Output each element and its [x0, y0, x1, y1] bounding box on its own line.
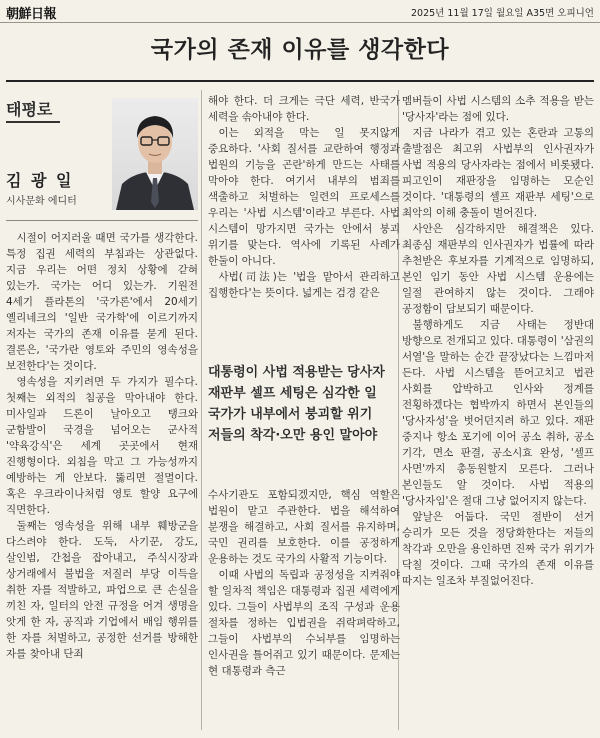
- photo-rule: [6, 220, 198, 221]
- headline-rule: [6, 80, 594, 82]
- article-column-3: [402, 93, 594, 735]
- masthead-bar: [0, 0, 600, 23]
- paragraph: 멤버들이 사법 시스템의 소추 적용을 받는 '당사자'라는 점에 있다.: [402, 95, 594, 123]
- paragraph: 시절이 어지러울 때면 국가를 생각한다. 특정 집권 세력의 부침과는 상관없다. 지금 우리는 어떤 정치 상황에 갇혀 있는가. 국가는 어디 있는가. 기원전 4세기 플라톤의 '국가론'에서 20세기 옐리네크의 '일반 국가학'에 이르기까지 저자는 국가의 존재 이유를 묻게 된다. 결론은, '국가란 영토와 주민의 영속성을 보전한다'는 것이다.: [6, 232, 198, 372]
- paragraph: 이는 외적을 막는 일 못지않게 중요하다. '사회 질서를 교란하여 행정과 법원의 기능을 곤란'하게 만드는 사태를 막아야 한다. 여기서 내부의 범죄를 색출하고 처벌하는 일련의 프로세스를 우리는 '사법 시스템'이라고 부른다. 사법 시스템이 망가지면 국가는 안에서 붕괴 위기를 맞는다. 역사에 기록된 사례가 한둘이 아니다.: [208, 127, 400, 267]
- author-name: 김 광 일: [6, 171, 74, 190]
- author-title: 시사문화 에디터: [6, 196, 77, 207]
- paragraph: 수사기관도 포함되겠지만, 핵심 역할은 법원이 맡고 주관한다. 법을 해석하여 분쟁을 해결하고, 사회 질서를 유지하며, 국민 권리를 보호한다. 이를 공정하게 운용하는 것도 국가의 사활적 기능이다.: [208, 489, 400, 565]
- dateline: 2025년 11월 17일 월요일 A35면 오피니언: [411, 8, 594, 19]
- pull-quote-line: 저들의 착각·오만 용인 말아야: [208, 428, 378, 443]
- headline: 국가의 존재 이유를 생각한다: [150, 37, 450, 63]
- author-portrait-icon: [112, 98, 198, 210]
- author-photo: [112, 98, 198, 210]
- article-column-1: [6, 230, 198, 735]
- paragraph: 사법(司法)는 '법을 맡아서 관리하고 집행한다'는 뜻이다. 넓게는 검경 같은: [208, 271, 400, 299]
- paragraph: 영속성을 지키려면 두 가지가 필수다. 첫째는 외적의 침공을 막아내야 한다. 미사일과 드론이 날아오고 탱크와 군함발이 국경을 넘어오는 군사적 '약육강식'은 세계 곳곳에서 현재 진행형이다. 외침을 막고 그 가능성까지 예방하는 게 안보다. 뚫리면 절멸이다. 혹은 우크라이나처럼 영토 할양 요구에 직면한다.: [6, 376, 198, 516]
- column-name-underline: [6, 121, 60, 123]
- pull-quote: [208, 362, 400, 446]
- paragraph: 둘째는 영속성을 위해 내부 훼방군을 다스려야 한다. 도둑, 사기꾼, 강도, 살인범, 간첩을 잡아내고, 주식시장과 상거래에서 불법을 저질러 부당 이득을 취한 자를 적발하고, 파업으로 큰 손실을 끼친 자, 일터의 안전 규정을 어겨 생명을 앗게 한 자, 공직과 기업에서 배임 행위를 한 자를 처벌하고, 공정한 선거를 방해한 자를 찾아내 단죄: [6, 520, 198, 660]
- pull-quote-line: 국가가 내부에서 붕괴할 위기: [208, 407, 373, 422]
- paragraph: 이때 사법의 독립과 공정성을 지켜줘야 할 일차적 책임은 대통령과 집권 세력에게 있다. 그들이 사법부의 조직 구성과 운용 절차를 정하는 입법권을 쥐락펴락하고, 그들이 사법부의 수뇌부를 임명하는 인사권을 틀어쥐고 있기 때문이다. 문제는 현 대통령과 측근: [208, 569, 400, 677]
- pull-quote-line: 대통령이 사법 적용받는 당사자: [208, 365, 385, 380]
- paragraph: 사안은 심각하지만 해결책은 있다. 최종심 재판부의 인사권자가 법률에 따라 추천받은 후보자를 기계적으로 임명하되, 본인 임기 동안 사법 시스템 운용에는 일절 관여하지 않는 것이다. 그래야 공정함이 담보되기 때문이다.: [402, 223, 594, 315]
- paragraph: 불행하게도 지금 사태는 정반대 방향으로 전개되고 있다. 대통령이 '삼권의 서열'을 말하는 순간 끝장났다는 느낌마저 든다. 사법 시스템을 뜯어고치고 법관 사회를 압박하고 인사와 정계를 전횡하겠다는 협박까지 하면서 본인들의 '당사자성'을 벗어던지려 하고 있다. 재판 중지나 항소 포기에 이어 공소 취하, 공소 기각, 면소 판결, 공소시효 완성, '셀프 사면'까지 총동원할지 모른다. 그러나 본인들도 알 것이다. 사법 적용의 '당사자임'은 절대 그냥 없어지지 않는다.: [402, 319, 594, 507]
- article-column-2-top: [208, 93, 400, 349]
- paragraph: 지금 나라가 겪고 있는 혼란과 고통의 출발점은 최고위 사법부의 인사권자가 사법 적용의 당사자라는 점에서 비롯됐다. 피고인이 재판장을 임명하는 모순인 것이다. '대통령의 셀프 재판부 세팅'으로 최악의 이해 충돌이 벌어진다.: [402, 127, 594, 219]
- column-divider: [201, 90, 202, 730]
- pull-quote-line: 재판부 셀프 세팅은 심각한 일: [208, 386, 377, 401]
- paragraph: 해야 한다. 더 크게는 극단 세력, 반국가 세력을 솎아내야 한다.: [208, 95, 400, 123]
- paragraph: 앞날은 어둡다. 국민 절반이 선거 승리가 모든 것을 정당화한다는 저들의 착각과 오만을 용인하면 진짜 국가 위기가 닥칠 것이다. 그때 국가의 존재 이유를 따지는 일조차 부질없어진다.: [402, 511, 594, 587]
- article-column-2-bottom: [208, 487, 400, 735]
- newspaper-logo: 朝鮮日報: [6, 7, 57, 22]
- column-name: 태평로: [6, 100, 53, 119]
